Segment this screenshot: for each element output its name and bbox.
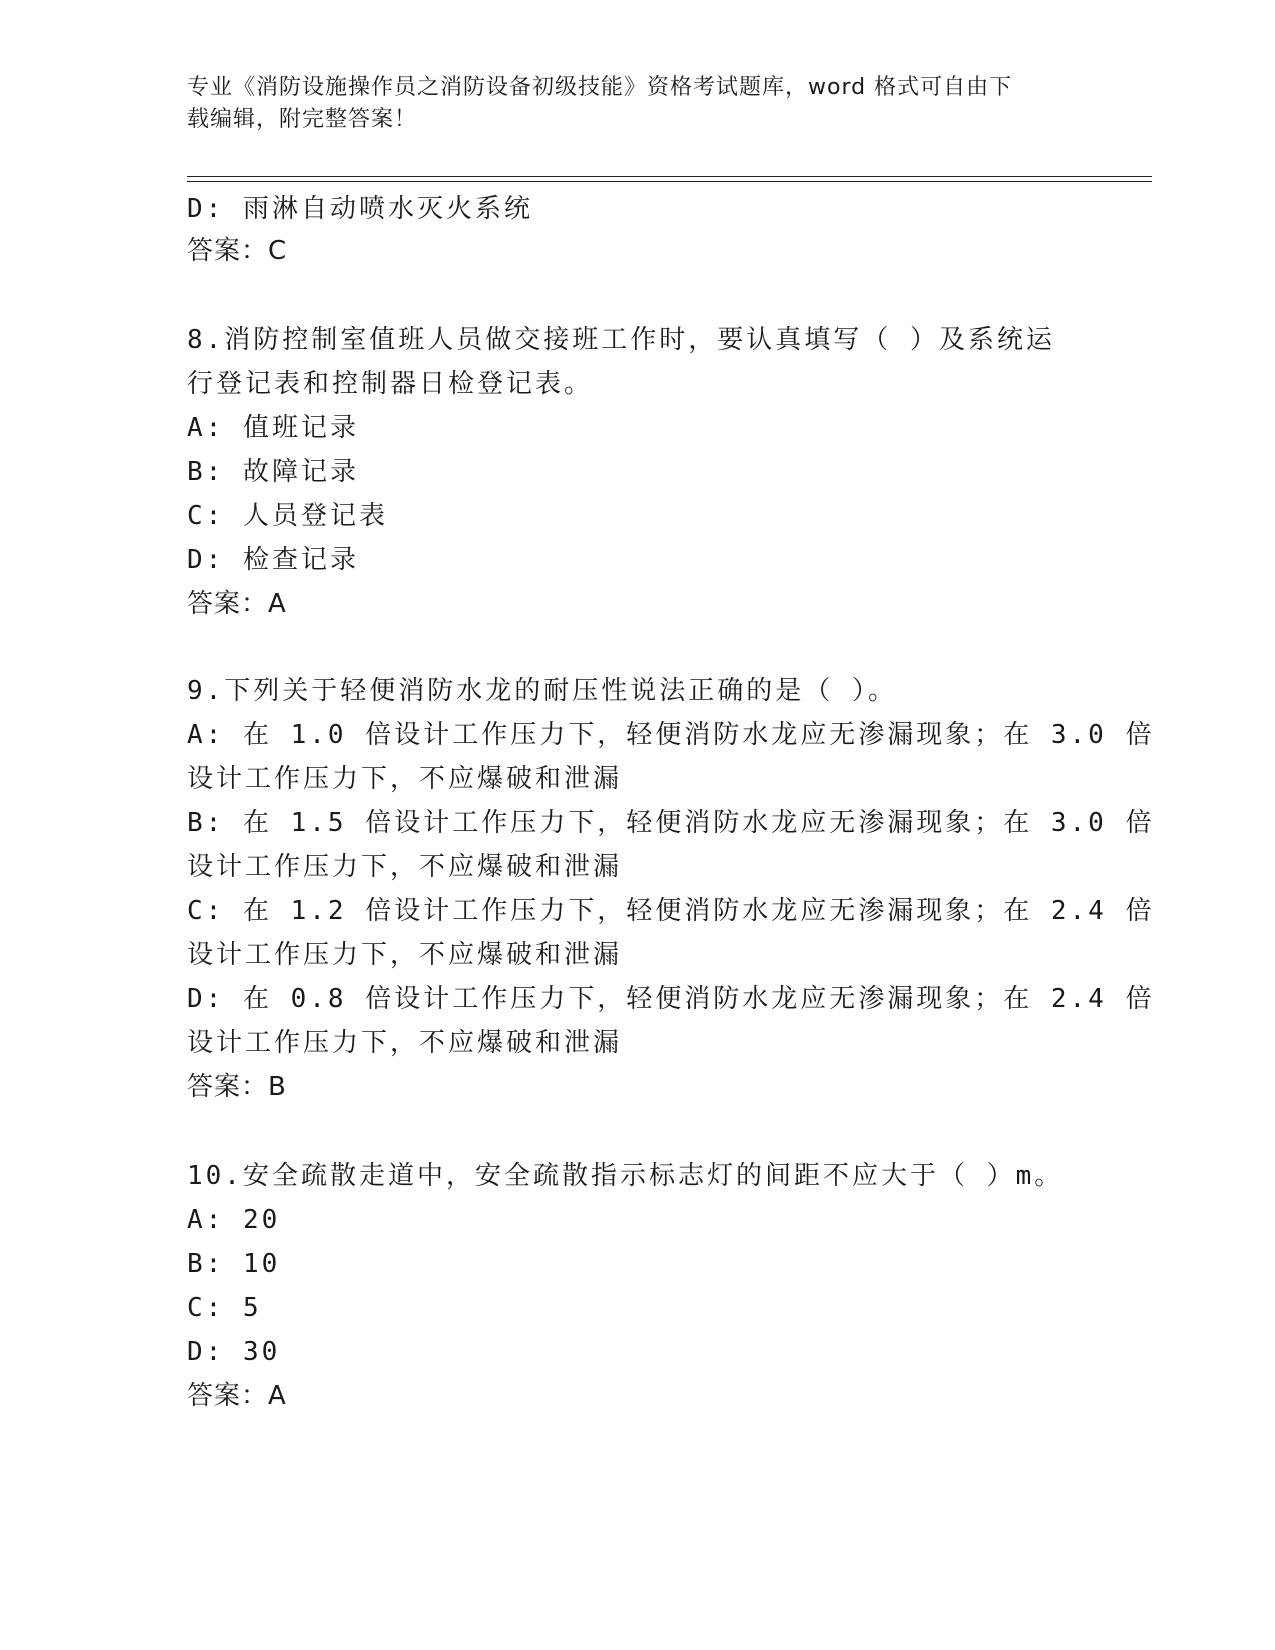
q8-option-a: A: 值班记录 <box>187 413 359 443</box>
q7-answer: 答案：C <box>187 236 288 266</box>
header-rule-bottom <box>187 181 1152 182</box>
q8-option-b: B: 故障记录 <box>187 457 359 487</box>
header-line-1: 专业《消防设施操作员之消防设备初级技能》资格考试题库，word 格式可自由下 <box>187 75 1013 100</box>
q8-question-line-1: 8.消防控制室值班人员做交接班工作时，要认真填写（ ）及系统运 <box>187 325 1055 355</box>
q7-option-d: D: 雨淋自动喷水灭火系统 <box>187 194 533 224</box>
q9-question: 9.下列关于轻便消防水龙的耐压性说法正确的是（ ）。 <box>187 676 897 706</box>
document-header <box>187 72 1067 136</box>
header-line-2: 载编辑，附完整答案！ <box>187 107 418 132</box>
q9-option-a-line-1: A: 在 1.0 倍设计工作压力下，轻便消防水龙应无渗漏现象；在 3.0 倍 <box>187 720 1155 750</box>
q9-option-d-line-1: D: 在 0.8 倍设计工作压力下，轻便消防水龙应无渗漏现象；在 2.4 倍 <box>187 984 1155 1014</box>
q9-option-d-line-2: 设计工作压力下，不应爆破和泄漏 <box>187 1028 623 1058</box>
q9-option-c-line-2: 设计工作压力下，不应爆破和泄漏 <box>187 940 623 970</box>
q10-option-a: A: 20 <box>187 1205 281 1235</box>
q8-option-c: C: 人员登记表 <box>187 501 388 531</box>
q9-option-a-line-2: 设计工作压力下，不应爆破和泄漏 <box>187 764 623 794</box>
q8-question-line-2: 行登记表和控制器日检登记表。 <box>187 369 594 399</box>
q10-option-d: D: 30 <box>187 1337 281 1367</box>
q9-option-b-line-1: B: 在 1.5 倍设计工作压力下，轻便消防水龙应无渗漏现象；在 3.0 倍 <box>187 808 1155 838</box>
q9-option-c-line-1: C: 在 1.2 倍设计工作压力下，轻便消防水龙应无渗漏现象；在 2.4 倍 <box>187 896 1155 926</box>
q8-answer: 答案：A <box>187 589 287 619</box>
q10-question: 10.安全疏散走道中，安全疏散指示标志灯的间距不应大于（ ）m。 <box>187 1161 1064 1191</box>
q9-answer: 答案：B <box>187 1072 287 1102</box>
q8-option-d: D: 检查记录 <box>187 545 359 575</box>
q10-answer: 答案：A <box>187 1381 287 1411</box>
q10-option-c: C: 5 <box>187 1293 262 1323</box>
q10-option-b: B: 10 <box>187 1249 281 1279</box>
q9-option-b-line-2: 设计工作压力下，不应爆破和泄漏 <box>187 852 623 882</box>
header-rule-top <box>187 176 1152 177</box>
